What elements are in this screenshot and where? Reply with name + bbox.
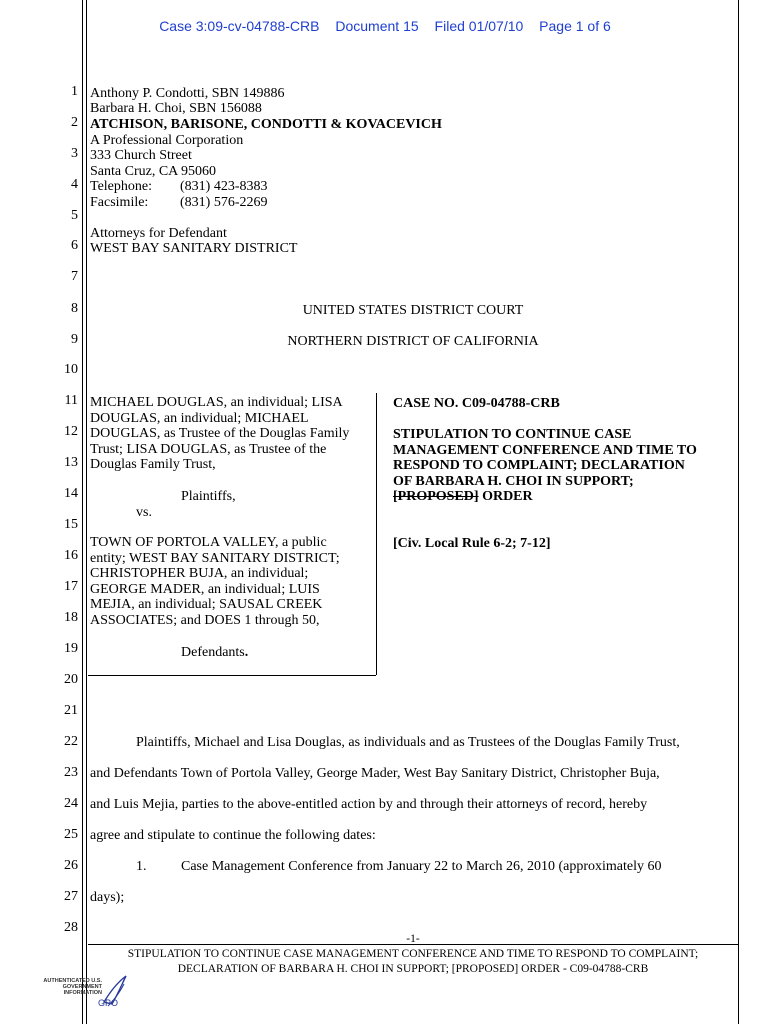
plaintiffs-label: Plaintiffs, bbox=[181, 489, 236, 504]
gpo-logo-text: GPO bbox=[98, 998, 119, 1008]
line-number: 22 bbox=[64, 734, 78, 749]
line-number: 18 bbox=[64, 610, 78, 625]
line-number: 4 bbox=[71, 177, 78, 192]
plaintiff-line: Douglas Family Trust, bbox=[90, 457, 216, 472]
gpo-seal-text: AUTHENTICATED U.S. GOVERNMENT INFORMATION bbox=[43, 978, 102, 996]
line-number: 12 bbox=[64, 424, 78, 439]
line-number: 8 bbox=[71, 301, 78, 316]
line-number: 20 bbox=[64, 672, 78, 687]
body-line-22: Plaintiffs, Michael and Lisa Douglas, as individuals and as Trustees of the Douglas Family Trust, bbox=[136, 735, 680, 750]
line-number: 26 bbox=[64, 858, 78, 873]
line-number: 1 bbox=[71, 84, 78, 99]
plaintiff-line: MICHAEL DOUGLAS, an individual; LISA bbox=[90, 395, 343, 410]
header-document: Document 15 bbox=[335, 18, 419, 34]
plaintiff-line: Trust; LISA DOUGLAS, as Trustee of the bbox=[90, 442, 327, 457]
gpo-authentication-seal bbox=[40, 972, 132, 1014]
telephone-value: (831) 423-8383 bbox=[180, 179, 268, 194]
line-number: 14 bbox=[64, 486, 78, 501]
attorney-name-2: Barbara H. Choi, SBN 156088 bbox=[90, 101, 262, 116]
header-filed: Filed 01/07/10 bbox=[434, 18, 524, 34]
attorneys-for: Attorneys for Defendant bbox=[90, 226, 227, 241]
plaintiff-line: DOUGLAS, as Trustee of the Douglas Family bbox=[90, 426, 350, 441]
footer-title-line-2: DECLARATION OF BARBARA H. CHOI IN SUPPORT; [PROPOSED] ORDER - C09-04788-CRB bbox=[177, 963, 649, 975]
body-line-24: and Luis Mejia, parties to the above-entitled action by and through their attorneys of record, hereby bbox=[90, 797, 648, 812]
local-rule: [Civ. Local Rule 6-2; 7-12] bbox=[393, 536, 551, 551]
defendant-line: CHRISTOPHER BUJA, an individual; bbox=[90, 566, 309, 581]
line-number: 23 bbox=[64, 765, 78, 780]
document-title-line: OF BARBARA H. CHOI IN SUPPORT; bbox=[393, 474, 634, 489]
defendant-line: ASSOCIATES; and DOES 1 through 50, bbox=[90, 613, 320, 628]
body-line-27: days); bbox=[90, 890, 125, 905]
line-number: 6 bbox=[71, 238, 78, 253]
line-number: 28 bbox=[64, 920, 78, 935]
defendants-period: . bbox=[244, 645, 249, 660]
line-number: 21 bbox=[64, 703, 78, 718]
order-text: ORDER bbox=[478, 489, 533, 504]
left-margin-rule-outer bbox=[82, 0, 83, 1024]
defendant-line: TOWN OF PORTOLA VALLEY, a public bbox=[90, 535, 327, 550]
caption-divider bbox=[376, 393, 377, 675]
document-title-line: STIPULATION TO CONTINUE CASE bbox=[393, 427, 632, 442]
line-number: 25 bbox=[64, 827, 78, 842]
case-number: CASE NO. C09-04788-CRB bbox=[393, 396, 560, 411]
line-number: 15 bbox=[64, 517, 78, 532]
case-header bbox=[0, 18, 770, 34]
line-number: 16 bbox=[64, 548, 78, 563]
court-name: UNITED STATES DISTRICT COURT bbox=[302, 303, 524, 318]
facsimile-value: (831) 576-2269 bbox=[180, 195, 268, 210]
law-firm-name: ATCHISON, BARISONE, CONDOTTI & KOVACEVICH bbox=[90, 117, 442, 132]
header-case-number: Case 3:09-cv-04788-CRB bbox=[159, 18, 320, 34]
defendant-line: entity; WEST BAY SANITARY DISTRICT; bbox=[90, 551, 340, 566]
client-name: WEST BAY SANITARY DISTRICT bbox=[90, 241, 298, 256]
line-number: 5 bbox=[71, 208, 78, 223]
firm-street: 333 Church Street bbox=[90, 148, 192, 163]
versus: vs. bbox=[136, 505, 152, 520]
line-number: 17 bbox=[64, 579, 78, 594]
line-number: 11 bbox=[64, 393, 78, 408]
line-number: 2 bbox=[71, 115, 78, 130]
footer-page-number: -1- bbox=[406, 933, 420, 945]
defendants-text: Defendants bbox=[181, 645, 245, 660]
proposed-struck: [PROPOSED] bbox=[393, 489, 479, 504]
document-title-line: MANAGEMENT CONFERENCE AND TIME TO bbox=[393, 443, 697, 458]
defendant-line: MEJIA, an individual; SAUSAL CREEK bbox=[90, 597, 323, 612]
line-number: 9 bbox=[71, 332, 78, 347]
body-line-25: agree and stipulate to continue the following dates: bbox=[90, 828, 376, 843]
footer-rule bbox=[88, 944, 738, 945]
footer-title-line-1: STIPULATION TO CONTINUE CASE MANAGEMENT CONFERENCE AND TIME TO RESPOND TO COMPLAINT; bbox=[127, 948, 699, 960]
attorney-name-1: Anthony P. Condotti, SBN 149886 bbox=[90, 86, 285, 101]
line-number: 3 bbox=[71, 146, 78, 161]
header-page: Page 1 of 6 bbox=[539, 18, 611, 34]
telephone-label: Telephone: bbox=[90, 179, 152, 194]
line-number: 10 bbox=[64, 362, 78, 377]
court-district: NORTHERN DISTRICT OF CALIFORNIA bbox=[287, 334, 539, 349]
firm-city: Santa Cruz, CA 95060 bbox=[90, 164, 216, 179]
document-title-line: RESPOND TO COMPLAINT; DECLARATION bbox=[393, 458, 685, 473]
line-number: 7 bbox=[71, 269, 78, 284]
item-text: Case Management Conference from January 22 to March 26, 2010 (approximately 60 bbox=[181, 859, 662, 874]
facsimile-label: Facsimile: bbox=[90, 195, 149, 210]
right-margin-rule bbox=[738, 0, 739, 1024]
caption-bottom-rule bbox=[88, 675, 376, 676]
plaintiff-line: DOUGLAS, an individual; MICHAEL bbox=[90, 411, 309, 426]
line-number: 19 bbox=[64, 641, 78, 656]
line-number: 24 bbox=[64, 796, 78, 811]
item-number: 1. bbox=[136, 859, 147, 874]
defendant-line: GEORGE MADER, an individual; LUIS bbox=[90, 582, 320, 597]
line-number: 13 bbox=[64, 455, 78, 470]
defendants-label bbox=[181, 645, 248, 661]
body-line-23: and Defendants Town of Portola Valley, George Mader, West Bay Sanitary District, Christopher Buja, bbox=[90, 766, 660, 781]
firm-corporation: A Professional Corporation bbox=[90, 133, 244, 148]
left-margin-rule-inner bbox=[86, 0, 87, 1024]
line-number: 27 bbox=[64, 889, 78, 904]
document-title-order bbox=[393, 489, 533, 505]
